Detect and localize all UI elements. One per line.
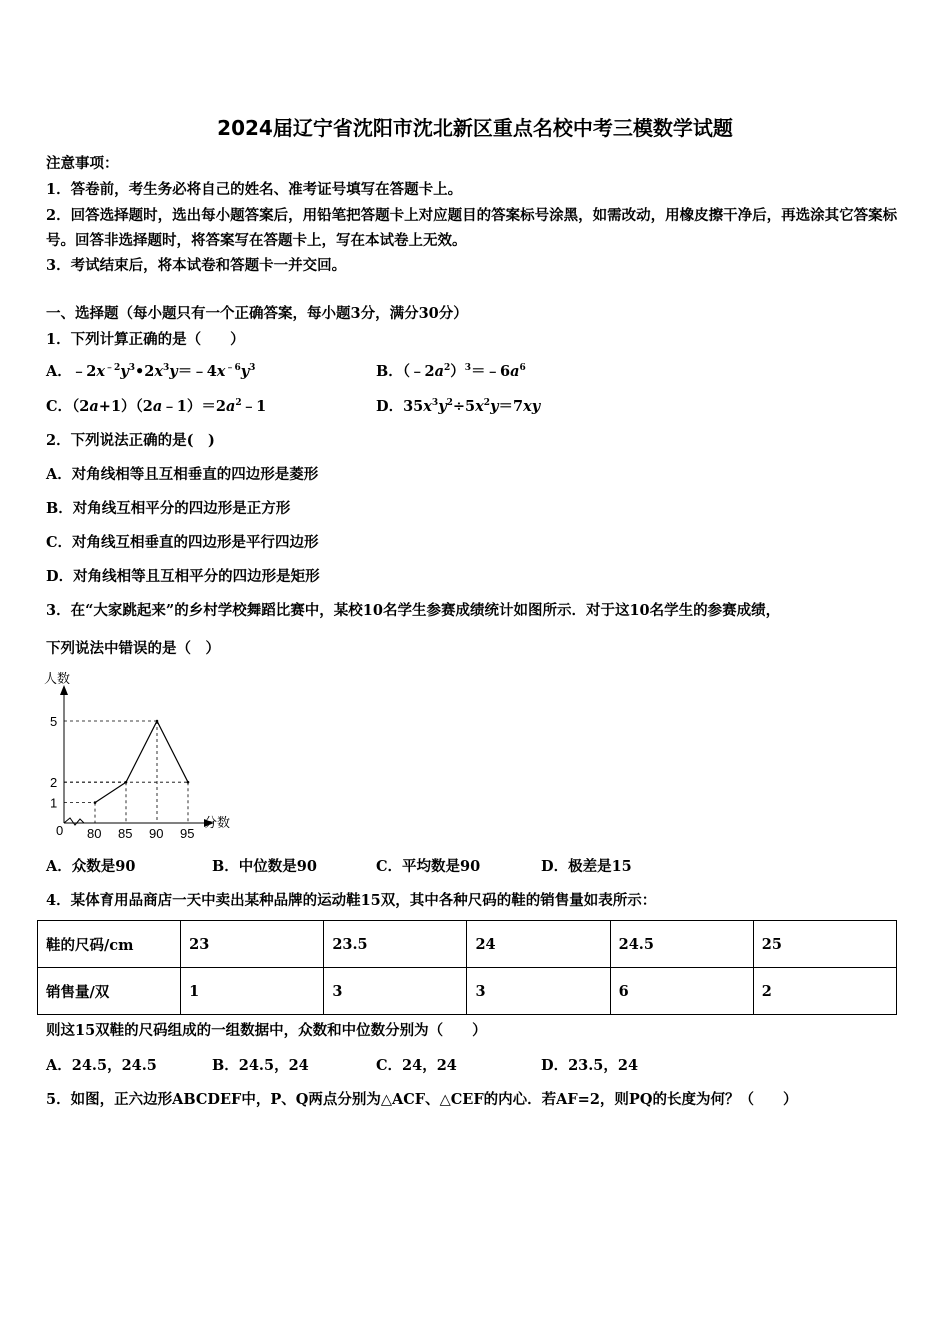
table-cell: 2 [753, 968, 896, 1015]
q1-option-b [376, 360, 526, 381]
y-axis-arrow [60, 685, 68, 695]
q1-stem: 1．下列计算正确的是（ ） [46, 331, 245, 348]
q1-option-b-label: B． [376, 363, 403, 380]
y-axis-label: 人数 [44, 671, 71, 686]
q4-option-d: D．23.5，24 [541, 1057, 639, 1074]
table-cell: 3 [324, 968, 467, 1015]
notice-heading: 注意事项： [46, 155, 119, 172]
table-cell: 23 [181, 921, 324, 968]
table-row-header: 销售量/双 [38, 968, 181, 1015]
q2-option-c: C．对角线互相垂直的四边形是平行四边形 [46, 534, 319, 551]
q1-option-a-formula: $﹣2x^{﹣2}y^3•2x^3y=﹣4x^{﹣6}y^3$ [71, 363, 256, 380]
q5-stem: 5．如图，正六边形ABCDEF中，P、Q两点分别为△ACF、△CEF的内心．若AF=2，则PQ的长度为何？（ ） [46, 1091, 798, 1108]
data-point-90 [156, 720, 159, 723]
x-tick-label-90: 90 [149, 826, 164, 841]
x-tick-label-80: 80 [87, 826, 102, 841]
q4-stem: 4．某体育用品商店一天中卖出某种品牌的运动鞋15双，其中各种尺码的鞋的销售量如表所示： [46, 892, 657, 909]
q1-option-a-label: A． [46, 363, 72, 380]
table-cell: 24.5 [610, 921, 753, 968]
table-row-header: 鞋的尺码/cm [38, 921, 181, 968]
y-tick-label-5: 5 [50, 714, 58, 729]
q4-option-c: C．24，24 [376, 1057, 457, 1074]
y-tick-label-2: 2 [50, 775, 58, 791]
q3-option-c: C．平均数是90 [376, 858, 481, 875]
data-point-95 [187, 781, 190, 784]
shoe-size-table [37, 920, 897, 1015]
table-cell: 24 [467, 921, 610, 968]
x-tick-label-95: 95 [180, 826, 195, 841]
notice-item-3: 3．考试结束后，将本试卷和答题卡一并交回。 [46, 257, 347, 274]
table-cell: 6 [610, 968, 753, 1015]
data-point-85 [125, 781, 128, 784]
q1-option-c-label: C． [46, 398, 73, 415]
q4-option-b: B．24.5，24 [212, 1057, 309, 1074]
y-tick-label-1: 1 [50, 795, 58, 811]
table-cell: 23.5 [324, 921, 467, 968]
origin-label: 0 [56, 823, 64, 838]
q3-option-a: A．众数是90 [46, 858, 136, 875]
q1-option-b-formula: $(﹣2a^2)^3=﹣6a^6$ [402, 363, 526, 380]
series-line [95, 721, 188, 803]
q2-option-b: B．对角线互相平分的四边形是正方形 [46, 500, 291, 517]
table-cell: 25 [753, 921, 896, 968]
q2-stem: 2．下列说法正确的是( ) [46, 432, 215, 449]
axis-break-mark [64, 818, 84, 825]
q4-follow-up: 则这15双鞋的尺码组成的一组数据中，众数和中位数分别为（ ） [46, 1022, 487, 1039]
q1-option-d-formula: $35x^3y^2\div 5x^2y=7xy$ [403, 398, 541, 415]
q1-option-a [46, 360, 255, 381]
q3-stem-line1: 3．在“大家跳起来”的乡村学校舞蹈比赛中，某校10名学生参赛成绩统计如图所示．对于这10名学生的参赛成绩， [46, 602, 781, 619]
q2-option-d: D．对角线相等且互相平分的四边形是矩形 [46, 568, 320, 585]
notice-item-2: 2．回答选择题时，选出每小题答案后，用铅笔把答题卡上对应题目的答案标号涂黑，如需改动，用橡皮擦干净后，再选涂其它答案标号。回答非选择题时，将答案写在答题卡上，写在本试卷上无效。 [46, 207, 898, 249]
q1-option-d-label: D． [376, 398, 404, 415]
x-tick-label-85: 85 [118, 826, 133, 841]
q3-option-b: B．中位数是90 [212, 858, 317, 875]
q3-option-d: D．极差是15 [541, 858, 632, 875]
table-cell: 1 [181, 968, 324, 1015]
q3-stem-line2: 下列说法中错误的是（ ） [46, 640, 220, 657]
data-point-80 [94, 801, 97, 804]
q1-option-c-formula: $(2a+1)(2a﹣1)=2a^2﹣1$ [72, 398, 267, 415]
table-row [38, 921, 897, 968]
page-title: 2024届辽宁省沈阳市沈北新区重点名校中考三模数学试题 [217, 116, 733, 140]
table-row [38, 968, 897, 1015]
table-cell: 3 [467, 968, 610, 1015]
q4-option-a: A．24.5，24.5 [46, 1057, 157, 1074]
q1-option-c [46, 395, 266, 416]
q2-option-a: A．对角线相等且互相垂直的四边形是菱形 [46, 466, 319, 483]
q1-option-d [376, 395, 540, 416]
section-heading: 一、选择题（每小题只有一个正确答案，每小题3分，满分30分） [46, 305, 468, 322]
score-line-chart [40, 665, 250, 845]
notice-item-1: 1．答卷前，考生务必将自己的姓名、准考证号填写在答题卡上。 [46, 181, 463, 198]
x-axis-label: 分数 [204, 815, 231, 830]
